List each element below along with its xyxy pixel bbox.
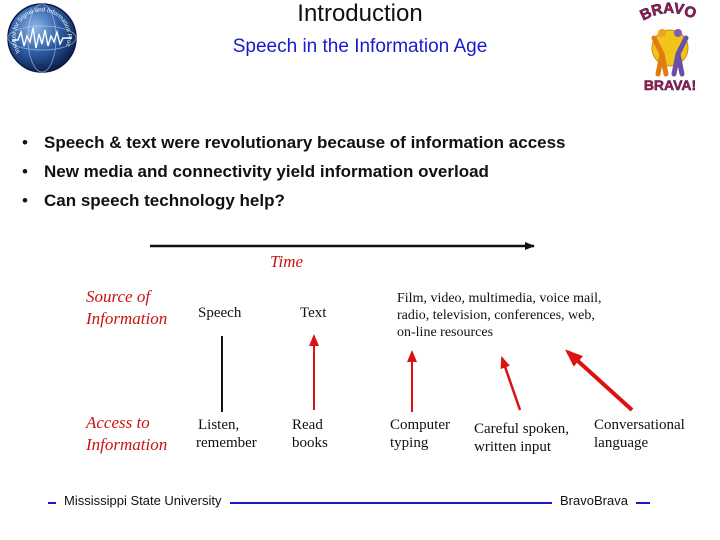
access-careful-line: Careful spoken, — [474, 421, 569, 437]
access-careful-spoken — [474, 420, 569, 456]
access-listen-line: remember — [196, 435, 257, 451]
access-listen — [196, 416, 257, 452]
access-careful-line: written input — [474, 439, 552, 455]
source-media — [397, 290, 602, 341]
access-conv-line: Conversational — [594, 417, 685, 433]
access-computer — [390, 416, 450, 452]
isip-logo-lettering: Institute for Signal and Information Proc — [11, 7, 72, 55]
slide-subtitle: Speech in the Information Age — [232, 36, 488, 57]
source-media-line: radio, television, conferences, web, — [397, 308, 595, 323]
source-label-line: Information — [86, 309, 168, 328]
careful-spoken-arrow — [502, 358, 520, 410]
access-read-line: Read — [292, 417, 323, 433]
source-text: Text — [300, 305, 327, 321]
bullet-text: New media and connectivity yield information overload — [44, 162, 489, 181]
footer-left-text: Mississippi State University — [56, 490, 230, 512]
bullet-text: Can speech technology help? — [44, 191, 285, 210]
bullet-marker: • — [22, 162, 28, 181]
slide-title: Introduction — [297, 0, 423, 27]
access-label-line: Access to — [86, 413, 150, 432]
access-label-line: Information — [86, 435, 168, 454]
access-conv-line: language — [594, 435, 649, 451]
source-label-line: Source of — [86, 287, 151, 306]
access-to-information-label — [86, 412, 167, 456]
access-conversational — [594, 416, 685, 452]
bravo-logo-top-lettering: BRAVO — [637, 2, 699, 25]
access-computer-line: typing — [390, 435, 429, 451]
footer-right-text: BravoBrava — [552, 490, 636, 512]
access-read — [292, 416, 328, 452]
bullet-text: Speech & text were revolutionary because of information access — [44, 133, 566, 152]
source-speech: Speech — [198, 305, 242, 321]
source-media-line: Film, video, multimedia, voice mail, — [397, 291, 602, 306]
source-of-information-label — [86, 286, 167, 330]
bullet-marker: • — [22, 133, 28, 152]
access-read-line: books — [292, 435, 328, 451]
time-label: Time — [270, 252, 304, 271]
access-computer-line: Computer — [390, 417, 450, 433]
bullet-marker: • — [22, 191, 28, 210]
brava-logo-bottom-lettering: BRAVA! — [643, 77, 697, 93]
conversational-arrow — [568, 352, 632, 410]
access-listen-line: Listen, — [198, 417, 240, 433]
source-media-line: on-line resources — [397, 325, 494, 340]
